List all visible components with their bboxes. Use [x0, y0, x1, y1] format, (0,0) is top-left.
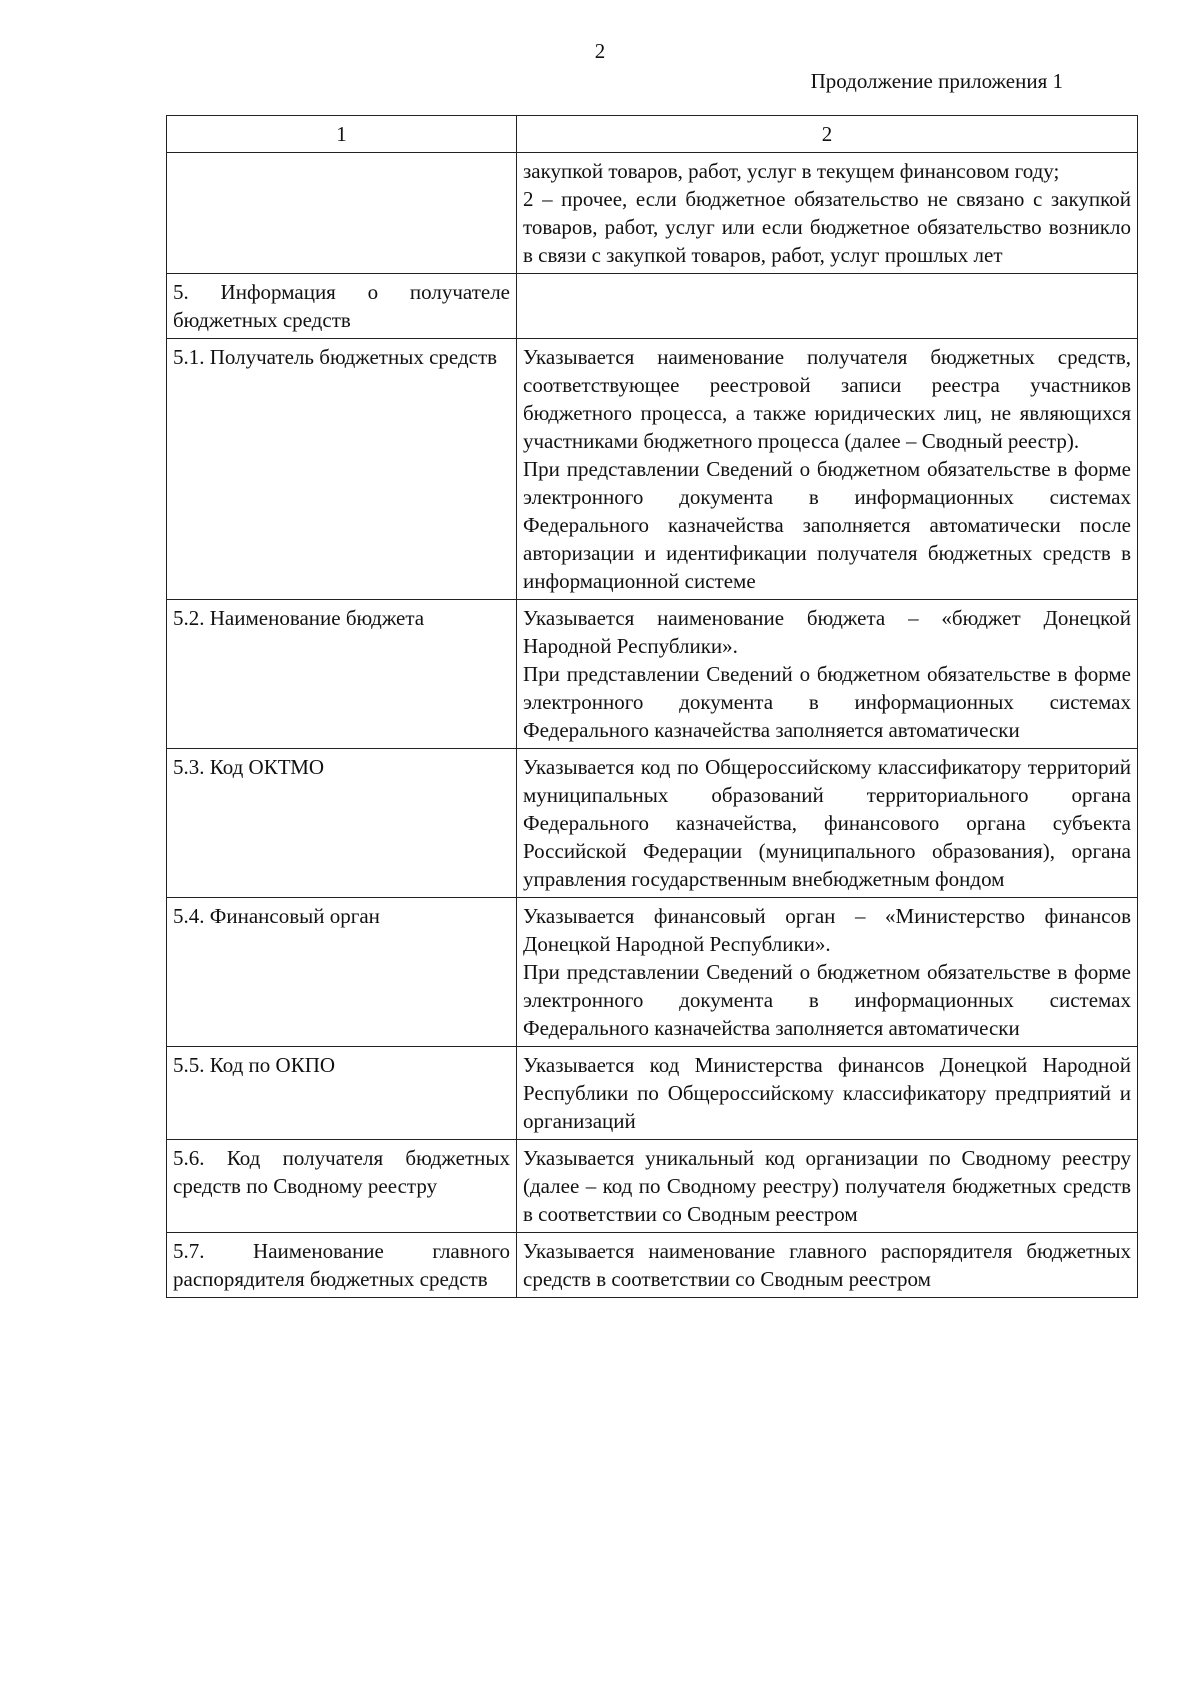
table-row [167, 898, 1138, 1047]
continuation-note: Продолжение приложения 1 [810, 69, 1063, 93]
table-header-row [167, 116, 1138, 153]
description-paragraph: При представлении Сведений о бюджетном обязательстве в форме электронного документа в информационных системах Федерального казначейства заполняется автоматически [523, 960, 1131, 1040]
description-paragraph: 2 – прочее, если бюджетное обязательство не связано с закупкой товаров, работ, услуг или если бюджетное обязательство возникло в связи с закупкой товаров, работ, услуг прошлых лет [523, 187, 1131, 267]
column-header-2: 2 [517, 116, 1138, 153]
field-description-cell [517, 898, 1138, 1047]
field-name-cell [167, 1047, 517, 1140]
table-row [167, 600, 1138, 749]
section-heading: 5. Информация о получателе бюджетных средств [173, 280, 510, 332]
column-header-1: 1 [167, 116, 517, 153]
instructions-table [166, 115, 1138, 1298]
table-row [167, 1233, 1138, 1298]
table-row [167, 153, 1138, 274]
field-description-cell [517, 1140, 1138, 1233]
field-name: 5.4. Финансовый орган [173, 904, 380, 928]
field-name-cell [167, 274, 517, 339]
field-name-cell [167, 153, 517, 274]
description-paragraph: Указывается наименование бюджета – «бюджет Донецкой Народной Республики». [523, 606, 1131, 658]
field-description-cell [517, 274, 1138, 339]
field-name-cell [167, 1140, 517, 1233]
description-paragraph: Указывается наименование главного распорядителя бюджетных средств в соответствии со Сводным реестром [523, 1239, 1131, 1291]
field-name: 5.6. Код получателя бюджетных средств по Сводному реестру [173, 1146, 510, 1198]
table-row [167, 749, 1138, 898]
field-name-cell [167, 898, 517, 1047]
field-name: 5.1. Получатель бюджетных средств [173, 345, 498, 369]
description-paragraph: закупкой товаров, работ, услуг в текущем финансовом году; [523, 159, 1060, 183]
description-paragraph: При представлении Сведений о бюджетном обязательстве в форме электронного документа в информационных системах Федерального казначейства заполняется автоматически после авторизации и идентификации получателя бюджетных средств в информационной системе [523, 457, 1131, 593]
description-paragraph: Указывается финансовый орган – «Министерство финансов Донецкой Народной Республики». [523, 904, 1131, 956]
field-name-cell [167, 1233, 517, 1298]
table-row [167, 339, 1138, 600]
field-name-cell [167, 749, 517, 898]
table-row [167, 274, 1138, 339]
field-description-cell [517, 153, 1138, 274]
field-description-cell [517, 339, 1138, 600]
description-paragraph: При представлении Сведений о бюджетном обязательстве в форме электронного документа в информационных системах Федерального казначейства заполняется автоматически [523, 662, 1131, 742]
field-description-cell [517, 600, 1138, 749]
field-description-cell [517, 749, 1138, 898]
field-name: 5.2. Наименование бюджета [173, 606, 425, 630]
page-number: 2 [594, 39, 606, 63]
description-paragraph: Указывается код Министерства финансов Донецкой Народной Республики по Общероссийскому классификатору предприятий и организаций [523, 1053, 1131, 1133]
description-paragraph: Указывается наименование получателя бюджетных средств, соответствующее реестровой записи реестра участников бюджетного процесса, а также юридических лиц, не являющихся участниками бюджетного процесса (далее – Сводный реестр). [523, 345, 1131, 453]
field-name: 5.5. Код по ОКПО [173, 1053, 336, 1077]
table-row [167, 1140, 1138, 1233]
field-name-cell [167, 339, 517, 600]
description-paragraph: Указывается код по Общероссийскому классификатору территорий муниципальных образований территориального органа Федерального казначейства, финансового органа субъекта Российской Федерации (муниципального образования), органа управления государственным внебюджетным фондом [523, 755, 1131, 891]
description-paragraph: Указывается уникальный код организации по Сводному реестру (далее – код по Сводному реестру) получателя бюджетных средств в соответствии со Сводным реестром [523, 1146, 1131, 1226]
field-name: 5.3. Код ОКТМО [173, 755, 325, 779]
field-name: 5.7. Наименование главного распорядителя бюджетных средств [173, 1239, 510, 1291]
field-name-cell [167, 600, 517, 749]
table-row [167, 1047, 1138, 1140]
field-description-cell [517, 1233, 1138, 1298]
field-description-cell [517, 1047, 1138, 1140]
